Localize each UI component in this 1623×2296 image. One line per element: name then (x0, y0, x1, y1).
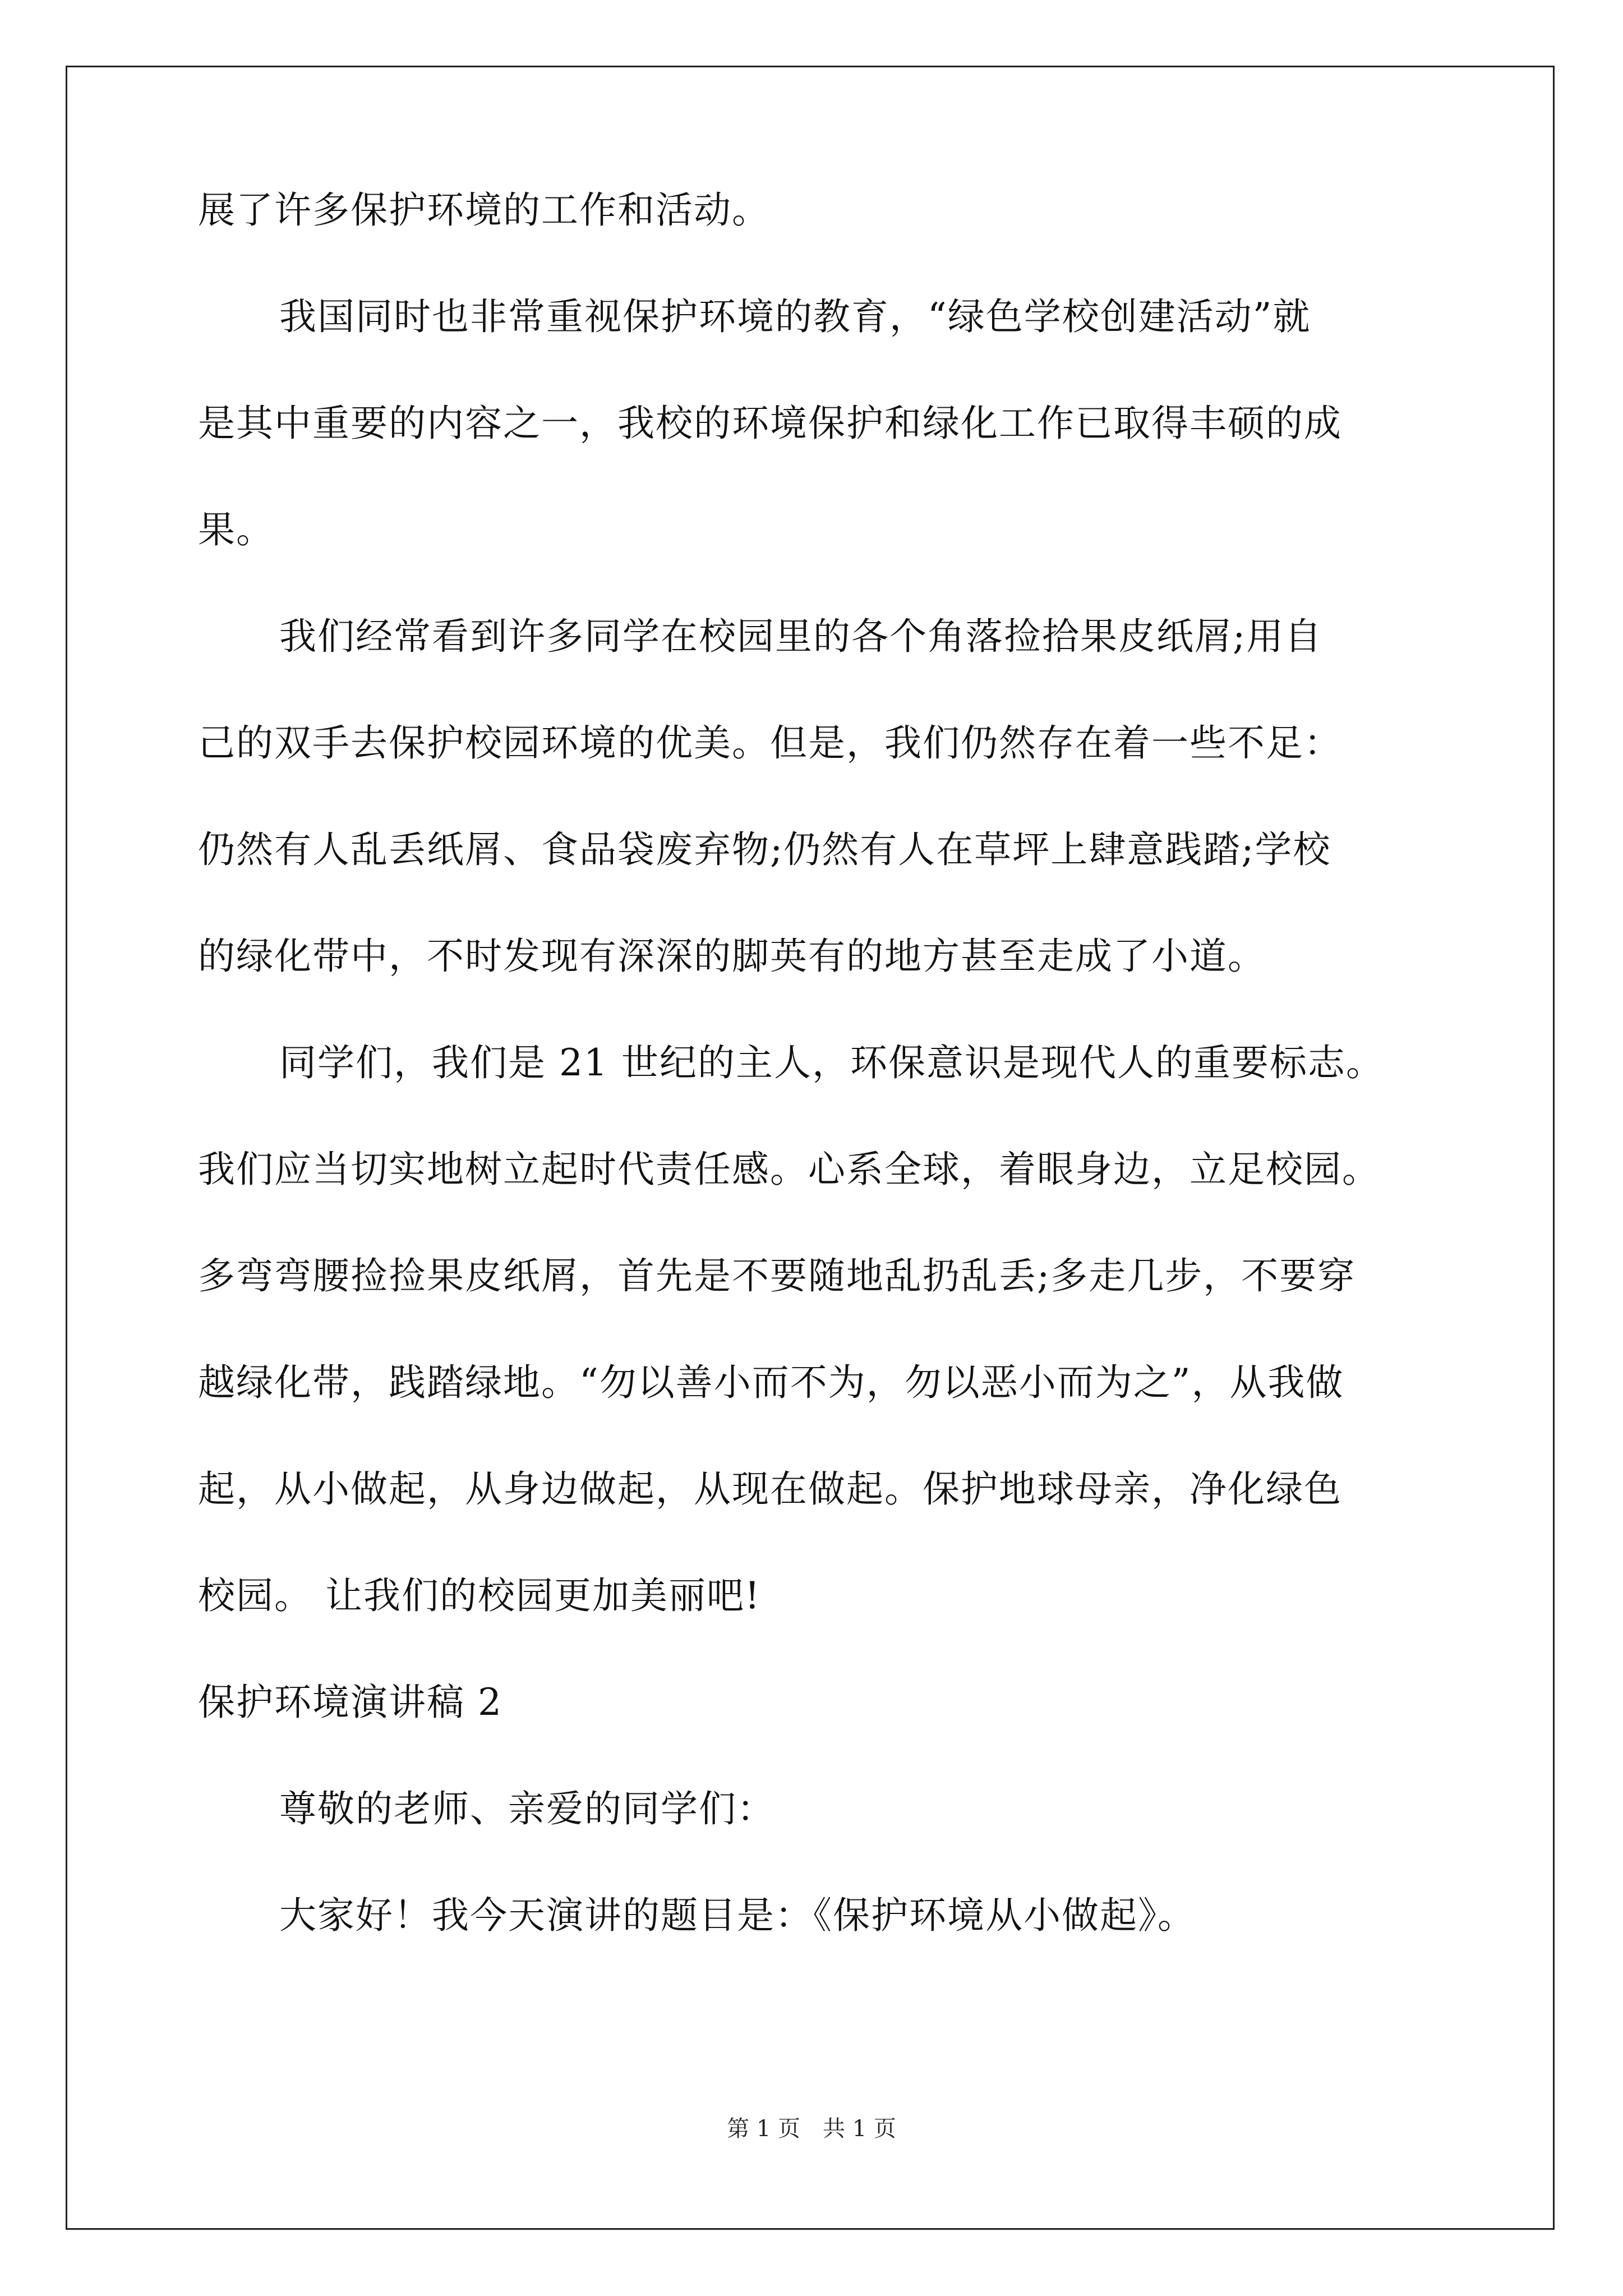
paragraph-line: 越绿化带，践踏绿地。“勿以善小而不为，勿以恶小而为之”，从我做 (198, 1361, 1344, 1404)
paragraph-line: 仍然有人乱丢纸屑、食品袋废弃物;仍然有人在草坪上肆意践踏;学校 (198, 828, 1331, 871)
paragraph-line: 多弯弯腰捡捡果皮纸屑，首先是不要随地乱扔乱丢;多走几步，不要穿 (198, 1254, 1356, 1297)
paragraph-line: 我国同时也非常重视保护环境的教育，“绿色学校创建活动”就 (279, 295, 1311, 338)
paragraph-line: 己的双手去保护校园环境的优美。但是，我们仍然存在着一些不足： (198, 721, 1342, 765)
paragraph-line: 是其中重要的内容之一，我校的环境保护和绿化工作已取得丰硕的成 (198, 402, 1342, 445)
paragraph-line: 同学们，我们是 21 世纪的主人，环保意识是现代人的重要标志。 (279, 1041, 1384, 1084)
salutation: 尊敬的老师、亲爱的同学们： (279, 1787, 775, 1830)
paragraph-line: 大家好！我今天演讲的题目是：《保护环境从小做起》。 (279, 1894, 1196, 1937)
paragraph-line: 展了许多保护环境的工作和活动。 (198, 188, 770, 232)
section-heading: 保护环境演讲稿 2 (198, 1681, 502, 1724)
paragraph-line: 我们应当切实地树立起时代责任感。心系全球，着眼身边，立足校园。 (198, 1148, 1380, 1191)
paragraph-line: 的绿化带中，不时发现有深深的脚英有的地方甚至走成了小道。 (198, 935, 1266, 978)
paragraph-line: 起，从小做起，从身边做起，从现在做起。保护地球母亲，净化绿色 (198, 1467, 1342, 1511)
paragraph-line: 果。 (198, 508, 274, 551)
page-number: 第 1 页 共 1 页 (727, 2116, 896, 2142)
paragraph-line: 我们经常看到许多同学在校园里的各个角落捡拾果皮纸屑;用自 (279, 615, 1323, 658)
paragraph-line: 校园。 让我们的校园更加美丽吧! (198, 1574, 761, 1617)
